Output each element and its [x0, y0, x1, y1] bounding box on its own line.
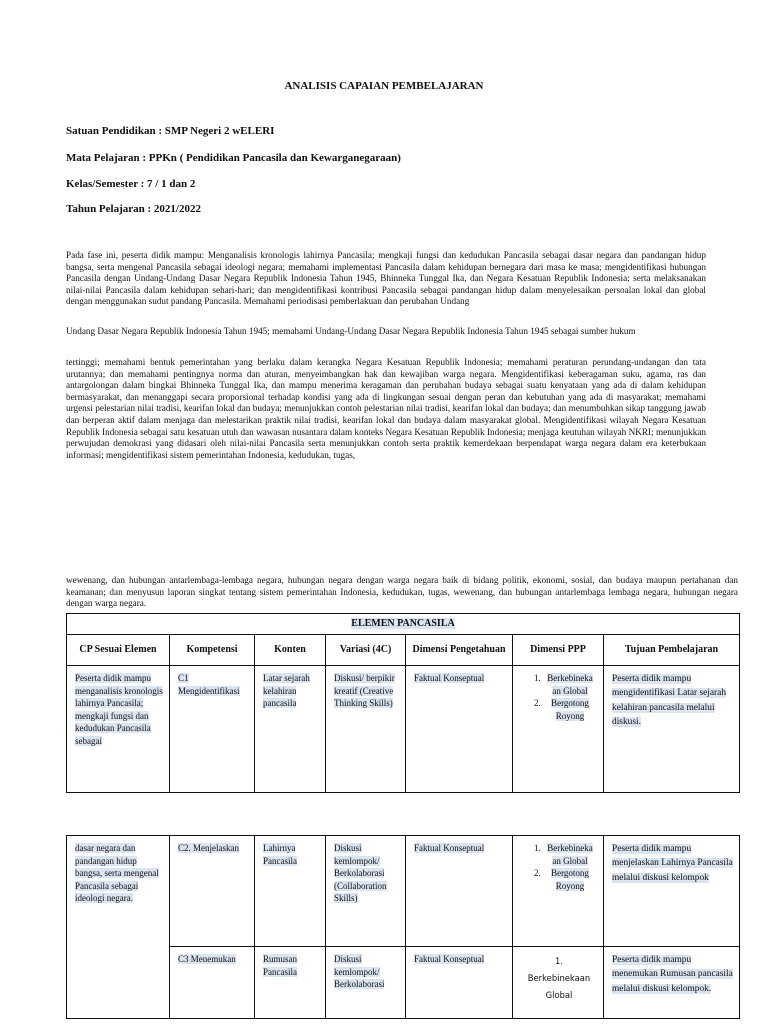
cp-paragraph-1: Pada fase ini, peserta didik mampu: Menganalisis kronologis lahirnya Pancasila; mengkaji fungsi dan kedudukan Pancasila sebagai dasar negara dan pandangan hidup bangsa, serta mengenal Pancasila sebagai ideologi negara; memahami implementasi Pancasila dalam kehidupan bernegara dari masa ke masa; mengidentifikasi hubungan Pancasila dengan Undang-Undang Dasar Negara Republik Indonesia Tahun 1945, Bhinneka Tunggal Ika, dan Negara Kesatuan Republik Indonesia; serta melaksanakan nilai-nilai Pancasila dalam kehidupan sehari-hari; dan mengidentifikasi kontribusi Pancasila sebagai pandangan hidup dalam menyelesaikan persoalan lokal dan global dengan menggunakan sudut pandang Pancasila. Memahami periodisasi pemberlakuan dan perubahan Undang [66, 250, 706, 307]
ppp-cell [513, 836, 604, 947]
header-dimensi-pengetahuan: Dimensi Pengetahuan [406, 635, 513, 666]
ppp-item: Berkebineka an Global [547, 673, 593, 696]
table-row [67, 836, 740, 947]
cp-cell: dasar negara dan pandangan hidup bangsa, serta mengenal Pancasila sebagai ideologi negara. [75, 843, 159, 904]
ppp-text: Global [545, 990, 573, 1000]
konten-cell: Rumusan Pancasila [263, 954, 298, 977]
table-elemen-pancasila-continued [66, 835, 740, 1019]
konten-cell: Lahirnya Pancasila [263, 843, 297, 866]
tujuan-cell: Peserta didik mampu menjelaskan Lahirnya Pancasila melalui diskusi kelompok [612, 844, 733, 883]
kompetensi-cell: C3 Menemukan [178, 954, 236, 964]
ppp-cell [513, 666, 604, 793]
header-tujuan: Tujuan Pembelajaran [604, 635, 740, 666]
document-title: ANALISIS CAPAIAN PEMBELAJARAN [284, 80, 484, 92]
ppp-text: Berkebinekaan [527, 973, 591, 983]
header-cp: CP Sesuai Elemen [67, 635, 170, 666]
dimensi-pengetahuan-cell: Faktual Konseptual [414, 843, 485, 853]
ppp-cell [513, 947, 604, 1019]
header-konten: Konten [255, 635, 326, 666]
kompetensi-cell: C1 Mengidentifikasi [178, 673, 240, 696]
konten-cell: Latar sejarah kelahiran pancasila [263, 673, 310, 709]
section-title: ELEMEN PANCASILA [351, 618, 455, 629]
tujuan-cell: Peserta didik mampu mengidentifikasi Latar sejarah kelahiran pancasila melalui diskusi. [612, 674, 727, 728]
table-elemen-pancasila [66, 613, 740, 793]
meta-kelas: Kelas/Semester : 7 / 1 dan 2 [66, 178, 196, 190]
cp-cell: Peserta didik mampu menganalisis kronologis lahirnya Pancasila; mengkaji fungsi dan kedudukan Pancasila sebagai [75, 673, 163, 746]
ppp-number: 1. [555, 956, 563, 966]
kompetensi-cell: C2. Menjelaskan [178, 843, 239, 853]
variasi-cell: Diskusi kemlompok/ Berkolaborasi [334, 954, 385, 990]
dimensi-pengetahuan-cell: Faktual Konseptual [414, 954, 485, 964]
section-title-cell [67, 614, 740, 635]
meta-tahun: Tahun Pelajaran : 2021/2022 [66, 203, 201, 215]
ppp-item: Bergotong Royong [551, 868, 589, 891]
cp-line-uud: Undang Dasar Negara Republik Indonesia Tahun 1945; memahami Undang-Undang Dasar Negara Republik Indonesia Tahun 1945 sebagai sumber hukum [66, 326, 636, 336]
meta-satuan: Satuan Pendidikan : SMP Negeri 2 wELERI [66, 125, 275, 137]
cp-paragraph-3: wewenang, dan hubungan antarlembaga-lembaga negara, hubungan negara dengan warga negara baik di bidang politik, ekonomi, sosial, dan budaya maupun pertahanan dan keamanan; dan menyusun laporan singkat tentang sistem pemerintahan Indonesia, kedudukan, tugas, wewenang, dan hubungan antarlembaga lembaga negara, hubungan negara dengan warga negara. [66, 575, 738, 609]
meta-mapel: Mata Pelajaran : PPKn ( Pendidikan Pancasila dan Kewarganegaraan) [66, 152, 401, 164]
dimensi-pengetahuan-cell: Faktual Konseptual [414, 673, 485, 683]
header-variasi: Variasi (4C) [326, 635, 406, 666]
header-row [67, 635, 740, 666]
ppp-item: Berkebineka an Global [547, 843, 593, 866]
tujuan-cell: Peserta didik mampu menemukan Rumusan pancasila melalui diskusi kelompok. [612, 955, 733, 994]
cp-paragraph-2: tertinggi; memahami bentuk pemerintahan yang berlaku dalam kerangka Negara Kesatuan Republik Indonesia; memahami peraturan perundang-undangan dan tata urutannya; dan memahami pentingnya norma dan aturan, menyeimbangkan hak dan kewajiban warga negara. Mengidentifikasi keberagaman suku, agama, ras dan antargolongan dalam bingkai Bhinneka Tunggal Ika, dan mampu menerima keragaman dan perubahan budaya sebagai suatu kenyataan yang ada di dalam kehidupan bermasyarakat, dan menanggapi secara proporsional terhadap kondisi yang ada di lingkungan sesuai dengan peran dan kebutuhan yang ada di masyarakat; memahami urgensi pelestarian nilai tradisi, kearifan lokal dan budaya; menunjukkan contoh pelestarian nilai tradisi, kearifan lokal dan budaya; dan menumbuhkan sikap tanggung jawab dan berperan aktif dalam menjaga dan melestarikan praktik nilai tradisi, kearifan lokal dan budaya dalam masyarakat global. Mengidentifikasi wilayah Negara Kesatuan Republik Indonesia sebagai satu kesatuan utuh dan wawasan nusantara dalam konteks Negara Kesatuan Republik Indonesia; menjaga keutuhan wilayah NKRI; menunjukkan perwujudan demokrasi yang didasari oleh nilai-nilai Pancasila serta menunjukkan contoh serta praktik kemerdekaan berpendapat warga negara dalam era keterbukaan informasi; mengidentifikasi sistem pemerintahan Indonesia, kedudukan, tugas, [66, 357, 706, 460]
ppp-item: Bergotong Royong [551, 698, 589, 721]
header-dimensi-ppp: Dimensi PPP [513, 635, 604, 666]
header-kompetensi: Kompetensi [170, 635, 255, 666]
variasi-cell: Diskusi kemlompok/ Berkolaborasi (Collaboration Skills) [334, 843, 387, 904]
table-row [67, 666, 740, 793]
variasi-cell: Diskusi/ berpikir kreatif (Creative Thinking Skills) [334, 673, 395, 709]
